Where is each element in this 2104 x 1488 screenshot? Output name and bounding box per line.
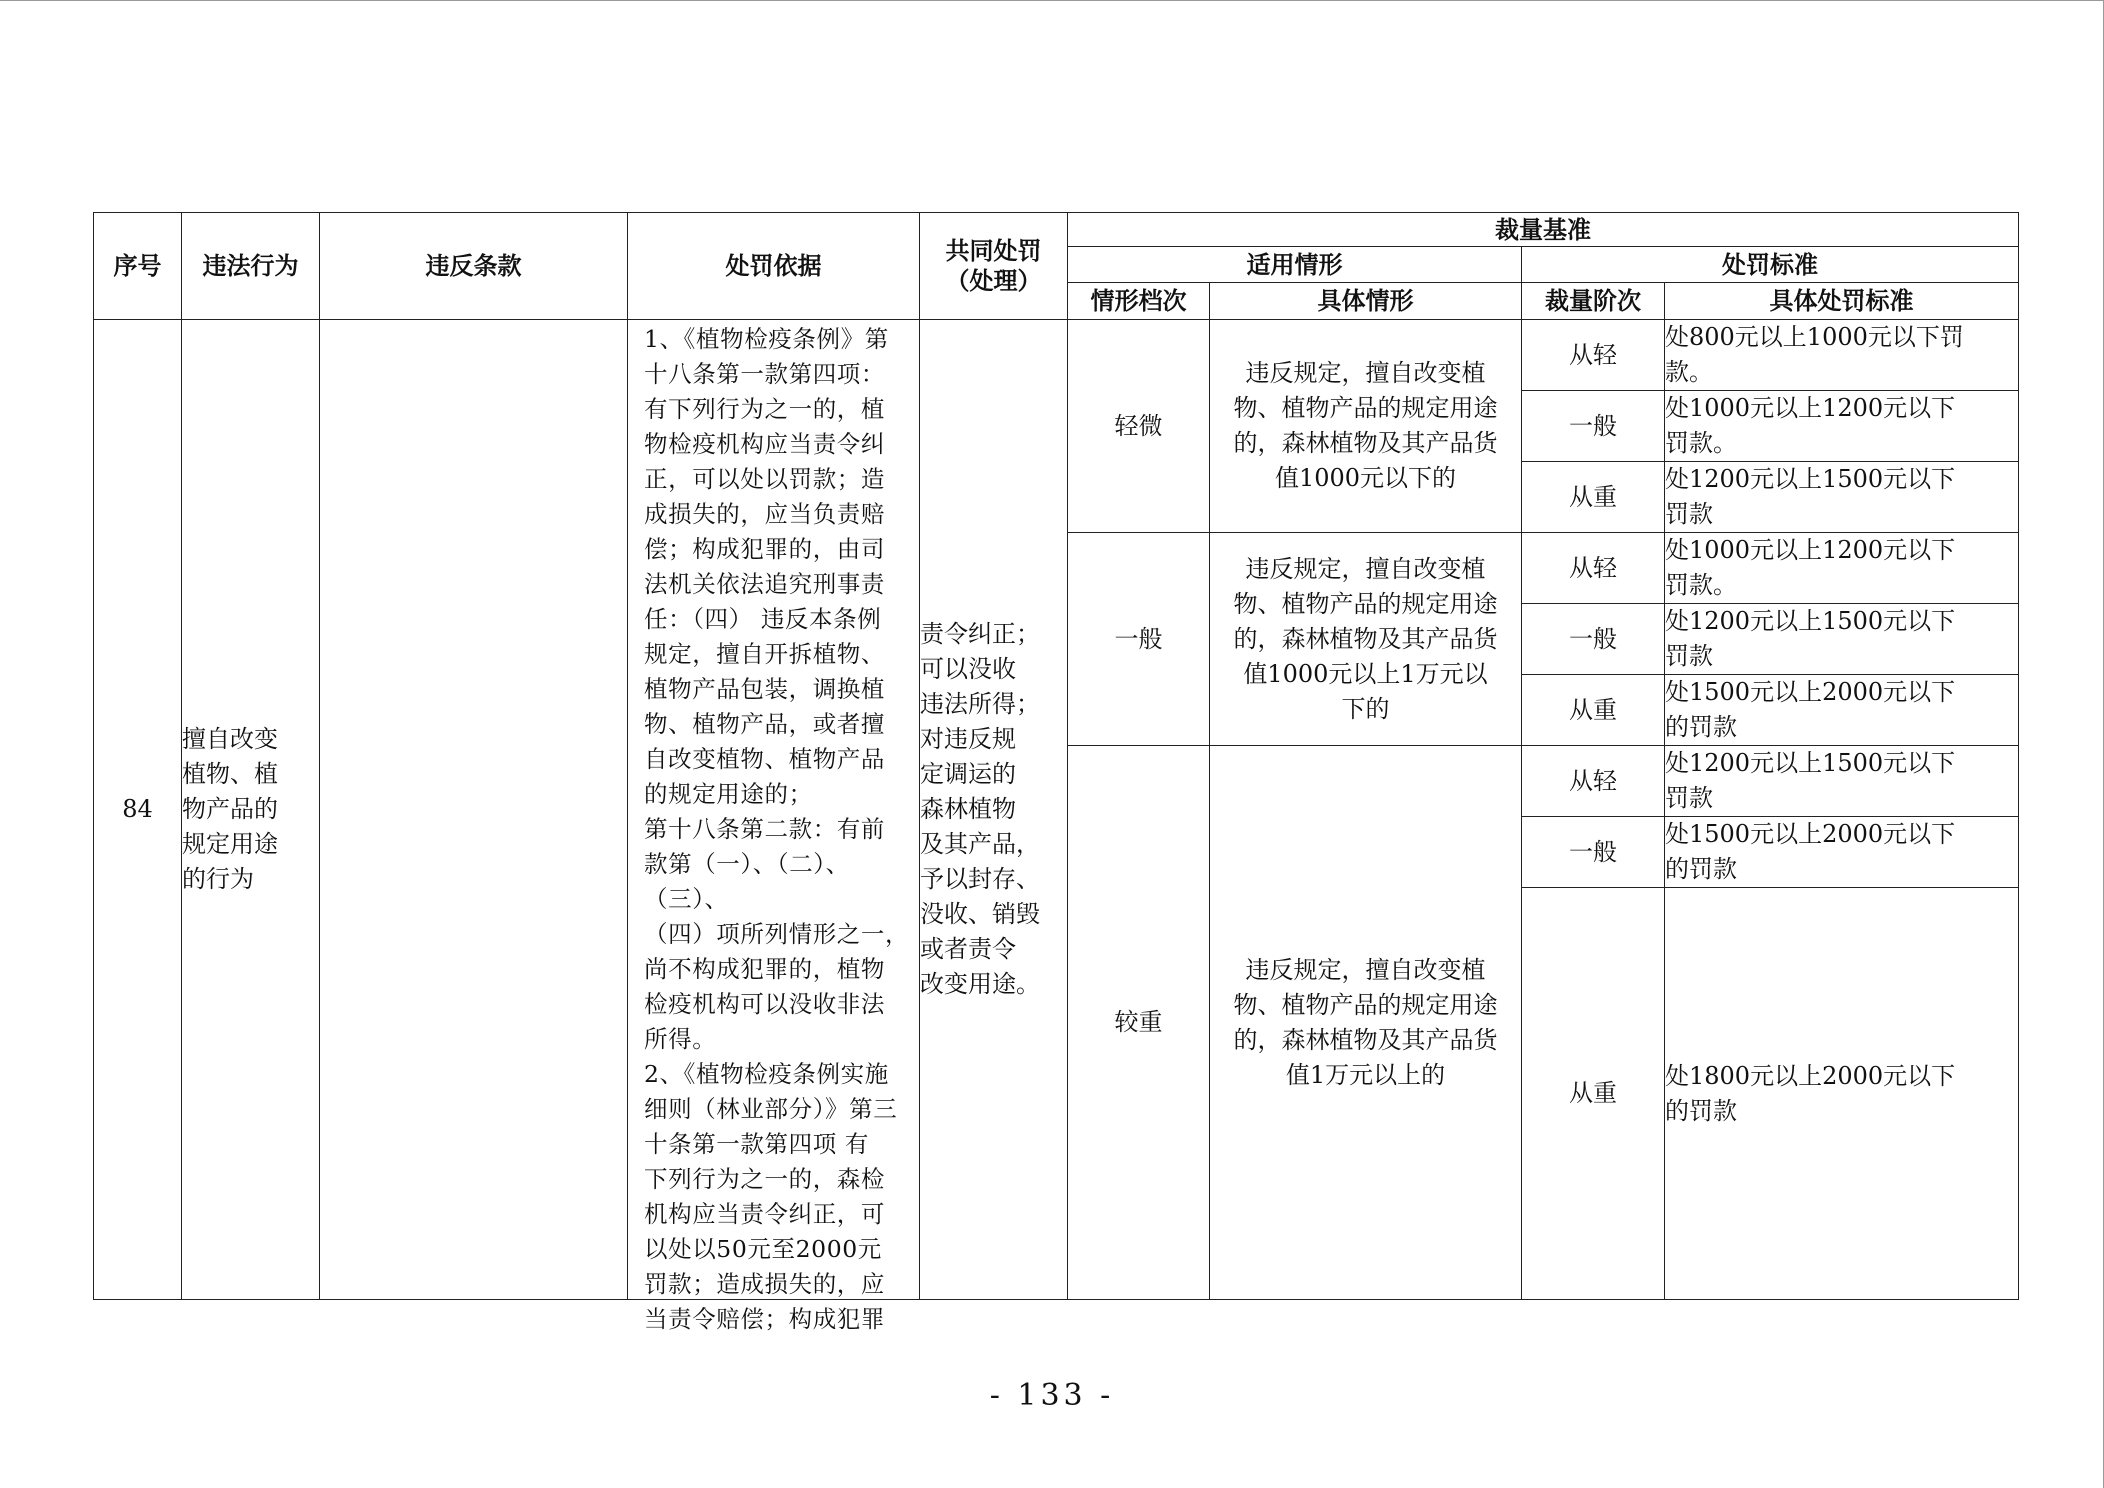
grade-order: 一般 [1522, 604, 1665, 675]
row-basis-cell [628, 320, 920, 1333]
grade-standard: 处1000元以上1200元以下 罚款。 [1665, 533, 2019, 604]
grade-order: 从轻 [1522, 533, 1665, 604]
grade-standard: 处1500元以上2000元以下 的罚款 [1665, 675, 2019, 746]
header-applicable-situation: 适用情形 [1068, 247, 1522, 283]
header-specific-penalty: 具体处罚标准 [1665, 283, 2019, 320]
grade-standard: 处1200元以上1500元以下 罚款 [1665, 746, 2019, 817]
grade-standard: 处1000元以上1200元以下 罚款。 [1665, 391, 2019, 462]
grade-standard: 处1200元以上1500元以下 罚款 [1665, 604, 2019, 675]
row-basis: 1、《植物检疫条例》第 十八条第一款第四项： 有下列行为之一的，植 物检疫机构应当责令纠 正，可以处以罚款；造 成损失的，应当负责赔 偿；构成犯罪的，由司 法机关依法追究刑事责 任：（四） 违反本条例 规定，擅自开拆植物、 植物产品包装，调换植 物、植物产品，或者擅 自改变植物、植物产品 的规定用途的； 第十八条第二款：有前 款第（一）、（二）、（三）、 （四）项所列情形之一， 尚不构成犯罪的，植物 检疫机构可以没收非法 所得。 2、《植物检疫条例实施 细则（林业部分）》第三 十条第一款第四项 有 下列行为之一的，森检 机构应当责令纠正，可 以处以50元至2000元 罚款；造成损失的，应 当责令赔偿；构成犯罪 [644, 325, 910, 1333]
tier-situation: 违反规定，擅自改变植 物、植物产品的规定用途 的，森林植物及其产品货 值1000元以上1万元以 下的 [1210, 533, 1522, 746]
tier-level: 一般 [1068, 533, 1210, 746]
header-behavior: 违法行为 [182, 213, 320, 320]
grade-standard: 处1200元以上1500元以下 罚款 [1665, 462, 2019, 533]
header-specific-situation: 具体情形 [1210, 283, 1522, 320]
grade-order: 从轻 [1522, 746, 1665, 817]
grade-order: 从重 [1522, 675, 1665, 746]
header-discretion-order: 裁量阶次 [1522, 283, 1665, 320]
page-number: - 133 - [989, 1378, 1115, 1413]
grade-order: 一般 [1522, 817, 1665, 888]
grade-order: 从轻 [1522, 320, 1665, 391]
grade-order: 一般 [1522, 391, 1665, 462]
header-row-1 [94, 213, 2019, 247]
tier-situation: 违反规定，擅自改变植 物、植物产品的规定用途 的，森林植物及其产品货 值1万元以上的 [1210, 746, 1522, 1300]
grade-order: 从重 [1522, 888, 1665, 1300]
header-basis: 处罚依据 [628, 213, 920, 320]
table-row [94, 320, 2019, 391]
header-provision: 违反条款 [320, 213, 628, 320]
row-common-penalty: 责令纠正； 可以没收 违法所得； 对违反规 定调运的 森林植物 及其产品， 予以封存、 没收、销毁 或者责令 改变用途。 [920, 320, 1068, 1300]
tier-level: 轻微 [1068, 320, 1210, 533]
header-penalty-standard: 处罚标准 [1522, 247, 2019, 283]
header-common-penalty: 共同处罚 （处理） [920, 213, 1068, 320]
row-provision [320, 320, 628, 1300]
tier-situation: 违反规定，擅自改变植 物、植物产品的规定用途 的，森林植物及其产品货 值1000元以下的 [1210, 320, 1522, 533]
grade-order: 从重 [1522, 462, 1665, 533]
header-discretion-standard: 裁量基准 [1068, 213, 2019, 247]
tier-level: 较重 [1068, 746, 1210, 1300]
row-behavior: 擅自改变 植物、植 物产品的 规定用途 的行为 [182, 320, 320, 1300]
grade-standard: 处1500元以上2000元以下 的罚款 [1665, 817, 2019, 888]
discretion-standard-table [93, 212, 2019, 1333]
grade-standard: 处1800元以上2000元以下 的罚款 [1665, 888, 2019, 1300]
header-seq: 序号 [94, 213, 182, 320]
grade-standard: 处800元以上1000元以下罚 款。 [1665, 320, 2019, 391]
header-level: 情形档次 [1068, 283, 1210, 320]
page-top-border [0, 0, 2104, 1]
row-seq: 84 [94, 320, 182, 1300]
